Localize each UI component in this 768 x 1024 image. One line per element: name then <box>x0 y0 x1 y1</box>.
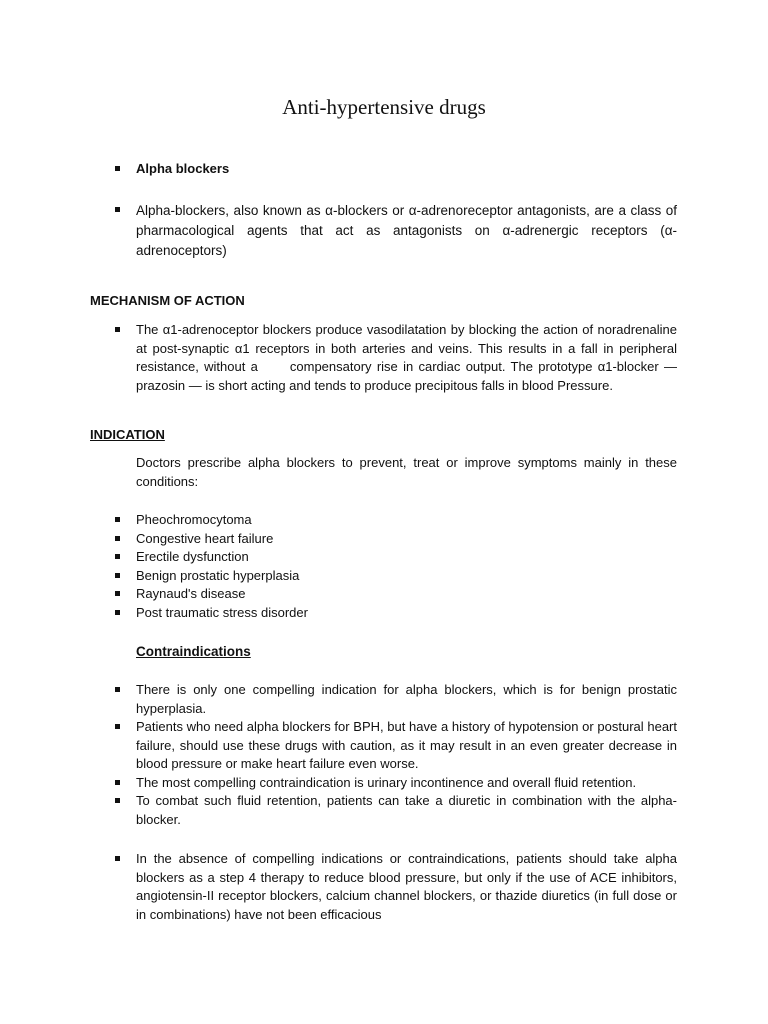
intro-heading-block <box>114 160 677 179</box>
definition-text: Alpha-blockers, also known as α-blockers or α-adrenoreceptor antagonists, are a class of pharmacological agents that act as antagonists on α-adrenergic receptors (α-adrenoceptors) <box>136 203 677 258</box>
alpha-blockers-heading: Alpha blockers <box>136 161 230 176</box>
list-item: Patients who need alpha blockers for BPH, but have a history of hypotension or postural heart failure, should use these drugs with caution, as it may result in an even greater decrease in blood pressure or make heart failure even worse. <box>114 718 677 774</box>
mechanism-text-part2: compensatory rise in cardiac output. The prototype α1-blocker — prazosin — is short acting and tends to produce precipitous falls in blood Pressure. <box>136 359 678 393</box>
final-paragraph-block <box>114 850 677 924</box>
contraindications-heading: Contraindications <box>136 644 251 659</box>
list-item: There is only one compelling indication for alpha blockers, which is for benign prostatic hyperplasia. <box>114 681 677 718</box>
indication-intro: Doctors prescribe alpha blockers to prevent, treat or improve symptoms mainly in these conditions: <box>136 455 677 489</box>
list-item: In the absence of compelling indications or contraindications, patients should take alpha blockers as a step 4 therapy to reduce blood pressure, but only if the use of ACE inhibitors, angiotensin-II receptor blockers, calcium channel blockers, or thazide diuretics (in full dose or in combinations) have not been efficacious <box>114 850 677 924</box>
list-item <box>114 201 677 261</box>
definition-block <box>114 201 677 261</box>
list-item <box>114 321 677 395</box>
list-item: Congestive heart failure <box>114 530 677 549</box>
list-item: Pheochromocytoma <box>114 511 677 530</box>
list-item: Post traumatic stress disorder <box>114 604 677 623</box>
mechanism-block <box>114 321 677 395</box>
indication-list <box>114 511 677 622</box>
document-title: Anti-hypertensive drugs <box>282 95 486 119</box>
list-item: Benign prostatic hyperplasia <box>114 567 677 586</box>
list-item: The most compelling contraindication is urinary incontinence and overall fluid retention. <box>114 774 677 793</box>
list-item: To combat such fluid retention, patients can take a diuretic in combination with the alpha-blocker. <box>114 792 677 829</box>
indication-heading: INDICATION <box>90 427 165 442</box>
list-item: Erectile dysfunction <box>114 548 677 567</box>
mechanism-text-part1: The α1-adrenoceptor blockers produce vasodilatation by blocking the action of noradrenaline at post-synaptic α1 receptors in both arteries and veins. This results in a fall in peripheral resistance, without a <box>136 322 677 374</box>
list-item: Raynaud's disease <box>114 585 677 604</box>
list-item <box>114 160 677 179</box>
mechanism-heading: MECHANISM OF ACTION <box>90 293 245 308</box>
contraindications-list <box>114 681 677 829</box>
